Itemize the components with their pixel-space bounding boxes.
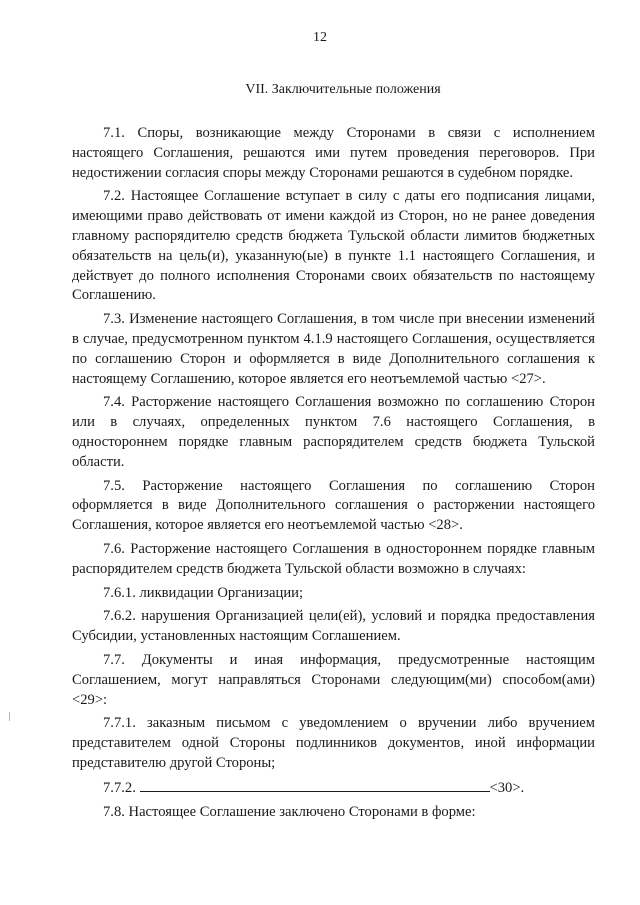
paragraph-7-7-2 [72, 778, 595, 799]
paragraph-7-8: 7.8. Настоящее Соглашение заключено Сторонами в форме: [103, 803, 476, 820]
paragraph-7-1: 7.1. Споры, возникающие между Сторонами в связи с исполнением настоящего Соглашения, решаются ими путем проведения переговоров. При недостижении согласия споры между Сторонами решаются в судебном порядке. [72, 125, 595, 181]
paragraph-7-3: 7.3. Изменение настоящего Соглашения, в том числе при внесении изменений в случае, предусмотренном пунктом 4.1.9 настоящего Соглашения, осуществляется по соглашению Сторон и оформляется в виде Дополнительного соглашения к настоящему Соглашению, которое является его неотъемлемой частью <27>. [72, 311, 595, 387]
paragraph-7-6: 7.6. Расторжение настоящего Соглашения в одностороннем порядке главным распорядителем средств бюджета Тульской области возможно в случаях: [72, 540, 595, 577]
footnote-ref: <30>. [489, 779, 525, 796]
document-body [72, 124, 595, 826]
section-heading: VII. Заключительные положения [245, 82, 441, 97]
paragraph-7-2: 7.2. Настоящее Соглашение вступает в силу с даты его подписания лицами, имеющими право действовать от имени каждой из Сторон, но не ранее доведения главному распорядителю средств бюджета Тульской области лимитов бюджетных обязательств на цель(и), указанную(ые) в пункте 1.1 настоящего Соглашения, и действует до полного исполнения Сторонами своих обязательств по настоящему Соглашению. [72, 188, 595, 304]
paragraph-7-4: 7.4. Расторжение настоящего Соглашения возможно по соглашению Сторон или в случаях, определенных пунктом 7.6 настоящего Соглашения, в одностороннем порядке главным распорядителем средств бюджета Тульской области. [72, 394, 595, 470]
paragraph-7-6-1: 7.6.1. ликвидации Организации; [103, 584, 303, 601]
page-number: 12 [313, 30, 327, 45]
clause-number: 7.7.2. [103, 779, 136, 796]
paragraph-7-7-1: 7.7.1. заказным письмом с уведомлением о вручении либо вручением представителем одной Стороны подлинников документов, иной информации представителю другой Стороны; [72, 715, 595, 771]
paragraph-7-5: 7.5. Расторжение настоящего Соглашения по соглашению Сторон оформляется в виде Дополнительного соглашения о расторжении настоящего Соглашения, которое является его неотъемлемой частью <28>. [72, 477, 595, 534]
paragraph-7-7: 7.7. Документы и иная информация, предусмотренные настоящим Соглашением, могут направляться Сторонами следующим(ми) способом(ами) <29>: [72, 651, 595, 708]
fill-in-blank-line [140, 778, 490, 792]
paragraph-7-6-2: 7.6.2. нарушения Организацией цели(ей), условий и порядка предоставления Субсидии, установленных настоящим Соглашением. [72, 608, 595, 645]
scan-mark [9, 712, 10, 721]
